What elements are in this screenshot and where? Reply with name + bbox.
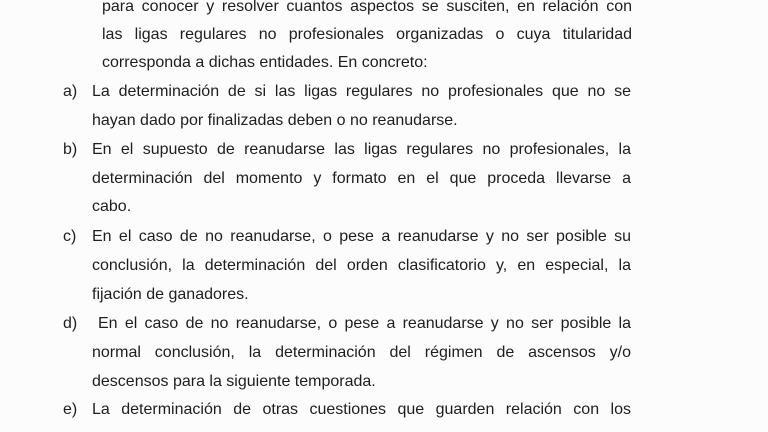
intro-line: las ligas regulares no profesionales organizadas o cuya titularidad	[102, 26, 632, 43]
list-item-a-line: hayan dado por finalizadas deben o no reanudarse.	[92, 112, 458, 129]
list-item-marker-b: b)	[63, 141, 78, 158]
list-item-b-line: determinación del momento y formato en el que proceda llevarse a	[92, 170, 631, 187]
list-item-c-line: conclusión, la determinación del orden clasificatorio y, en especial, la	[92, 257, 631, 274]
list-item-marker-a: a)	[63, 83, 78, 100]
list-item-e-line: La determinación de otras cuestiones que guarden relación con los	[92, 401, 631, 418]
intro-line: para conocer y resolver cuantos aspectos se susciten, en relación con	[102, 0, 632, 15]
list-item-c-line: fijación de ganadores.	[92, 286, 249, 303]
list-item-b-line: En el supuesto de reanudarse las ligas regulares no profesionales, la	[92, 141, 631, 158]
list-item-marker-e: e)	[63, 401, 78, 418]
list-item-marker-c: c)	[63, 228, 77, 245]
list-item-a-line: La determinación de si las ligas regulares no profesionales que no se	[92, 83, 631, 100]
intro-line: corresponda a dichas entidades. En concreto:	[102, 54, 428, 71]
list-item-marker-d: d)	[63, 315, 78, 332]
list-item-d-line: descensos para la siguiente temporada.	[92, 373, 376, 390]
list-item-b-line: cabo.	[92, 198, 132, 215]
list-item-d-line: En el caso de no reanudarse, o pese a reanudarse y no ser posible la	[98, 315, 631, 332]
list-item-c-line: En el caso de no reanudarse, o pese a reanudarse y no ser posible su	[92, 228, 631, 245]
list-item-d-line: normal conclusión, la determinación del régimen de ascensos y/o	[92, 344, 631, 361]
